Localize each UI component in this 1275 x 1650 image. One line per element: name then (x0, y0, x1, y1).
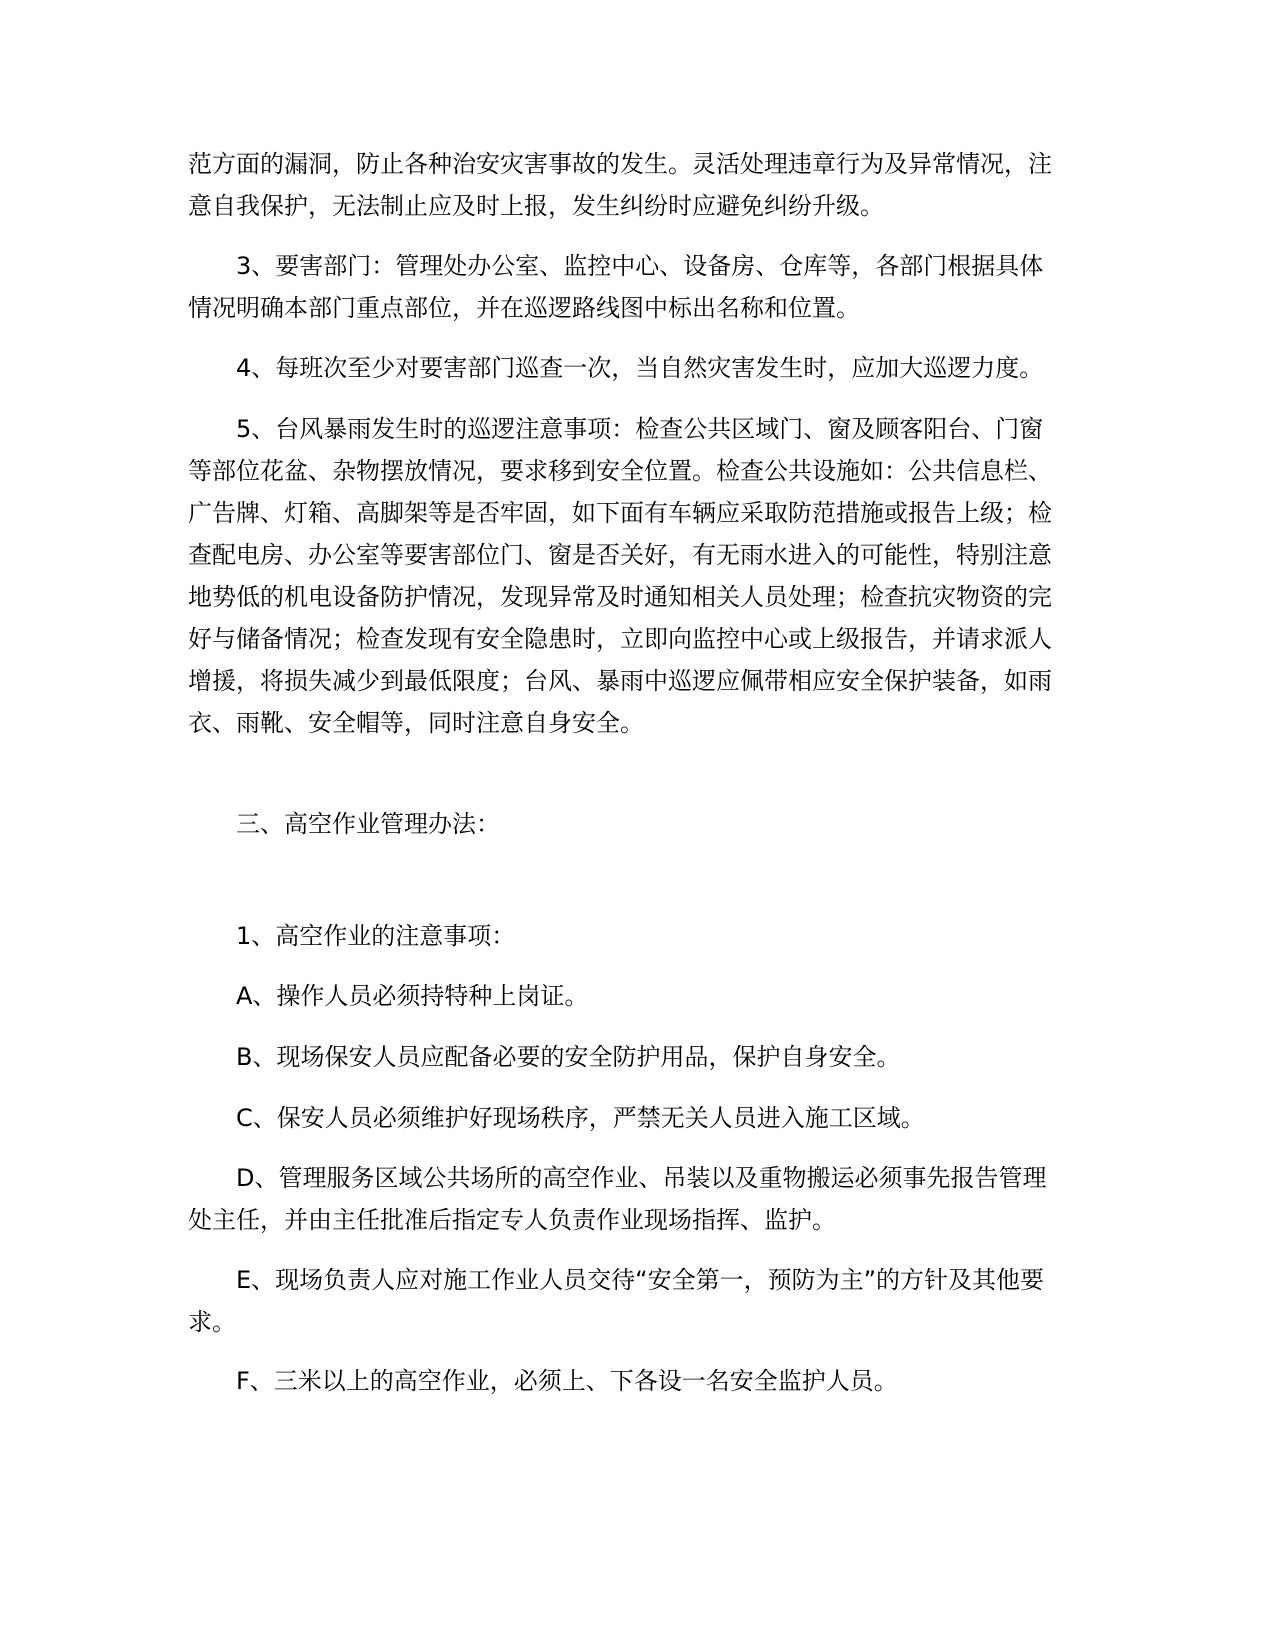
paragraph-item-5 (188, 408, 1088, 744)
text-line: C、保安人员必须维护好现场秩序，严禁无关人员进入施工区域。 (188, 1104, 925, 1132)
paragraph-item-4 (188, 347, 1088, 389)
text-line: 等部位花盆、杂物摆放情况，要求移到安全位置。检查公共设施如：公共信息栏、 (188, 457, 1052, 485)
text-line: 1、高空作业的注意事项： (188, 922, 516, 950)
paragraph-item-e (188, 1259, 1088, 1343)
text-line: 增援，将损失减少到最低限度；台风、暴雨中巡逻应佩带相应安全保护装备，如雨 (188, 667, 1052, 695)
text-line: 地势低的机电设备防护情况，发现异常及时通知相关人员处理；检查抗灾物资的完 (188, 583, 1052, 611)
text-line: A、操作人员必须持特种上岗证。 (188, 982, 589, 1010)
text-line: D、管理服务区域公共场所的高空作业、吊装以及重物搬运必须事先报告管理 (188, 1164, 1047, 1192)
paragraph-item-d (188, 1157, 1088, 1241)
section-heading-3 (188, 803, 1088, 845)
text-line: 意自我保护，无法制止应及时上报，发生纠纷时应避免纠纷升级。 (188, 192, 884, 220)
text-line: 求。 (188, 1308, 236, 1336)
text-line: 5、台风暴雨发生时的巡逻注意事项：检查公共区域门、窗及顾客阳台、门窗 (188, 415, 1044, 443)
text-line: 广告牌、灯箱、高脚架等是否牢固，如下面有车辆应采取防范措施或报告上级；检 (188, 499, 1052, 527)
paragraph-sub-1 (188, 915, 1088, 957)
paragraph-item-3 (188, 245, 1088, 329)
text-line: F、三米以上的高空作业，必须上、下各设一名安全监护人员。 (188, 1367, 898, 1395)
section-heading: 三、高空作业管理办法： (188, 810, 500, 838)
text-line: 查配电房、办公室等要害部位门、窗是否关好，有无雨水进入的可能性，特别注意 (188, 541, 1052, 569)
paragraph-item-f (188, 1360, 1088, 1402)
text-line: E、现场负责人应对施工作业人员交待“安全第一，预防为主”的方针及其他要 (188, 1266, 1045, 1294)
paragraph-item-a (188, 975, 1088, 1017)
text-line: 范方面的漏洞，防止各种治安灾害事故的发生。灵活处理违章行为及异常情况，注 (188, 150, 1052, 178)
text-line: 处主任，并由主任批准后指定专人负责作业现场指挥、监护。 (188, 1206, 836, 1234)
text-line: 情况明确本部门重点部位，并在巡逻路线图中标出名称和位置。 (188, 294, 860, 322)
text-line: 好与储备情况；检查发现有安全隐患时，立即向监控中心或上级报告，并请求派人 (188, 625, 1052, 653)
text-line: B、现场保安人员应配备必要的安全防护用品，保护自身安全。 (188, 1043, 901, 1071)
paragraph-item-b (188, 1036, 1088, 1078)
paragraph-item-c (188, 1097, 1088, 1139)
text-line: 4、每班次至少对要害部门巡查一次，当自然灾害发生时，应加大巡逻力度。 (188, 354, 1044, 382)
paragraph-security-text (188, 143, 1088, 227)
text-line: 衣、雨靴、安全帽等，同时注意自身安全。 (188, 709, 644, 737)
text-line: 3、要害部门：管理处办公室、监控中心、设备房、仓库等，各部门根据具体 (188, 252, 1044, 280)
